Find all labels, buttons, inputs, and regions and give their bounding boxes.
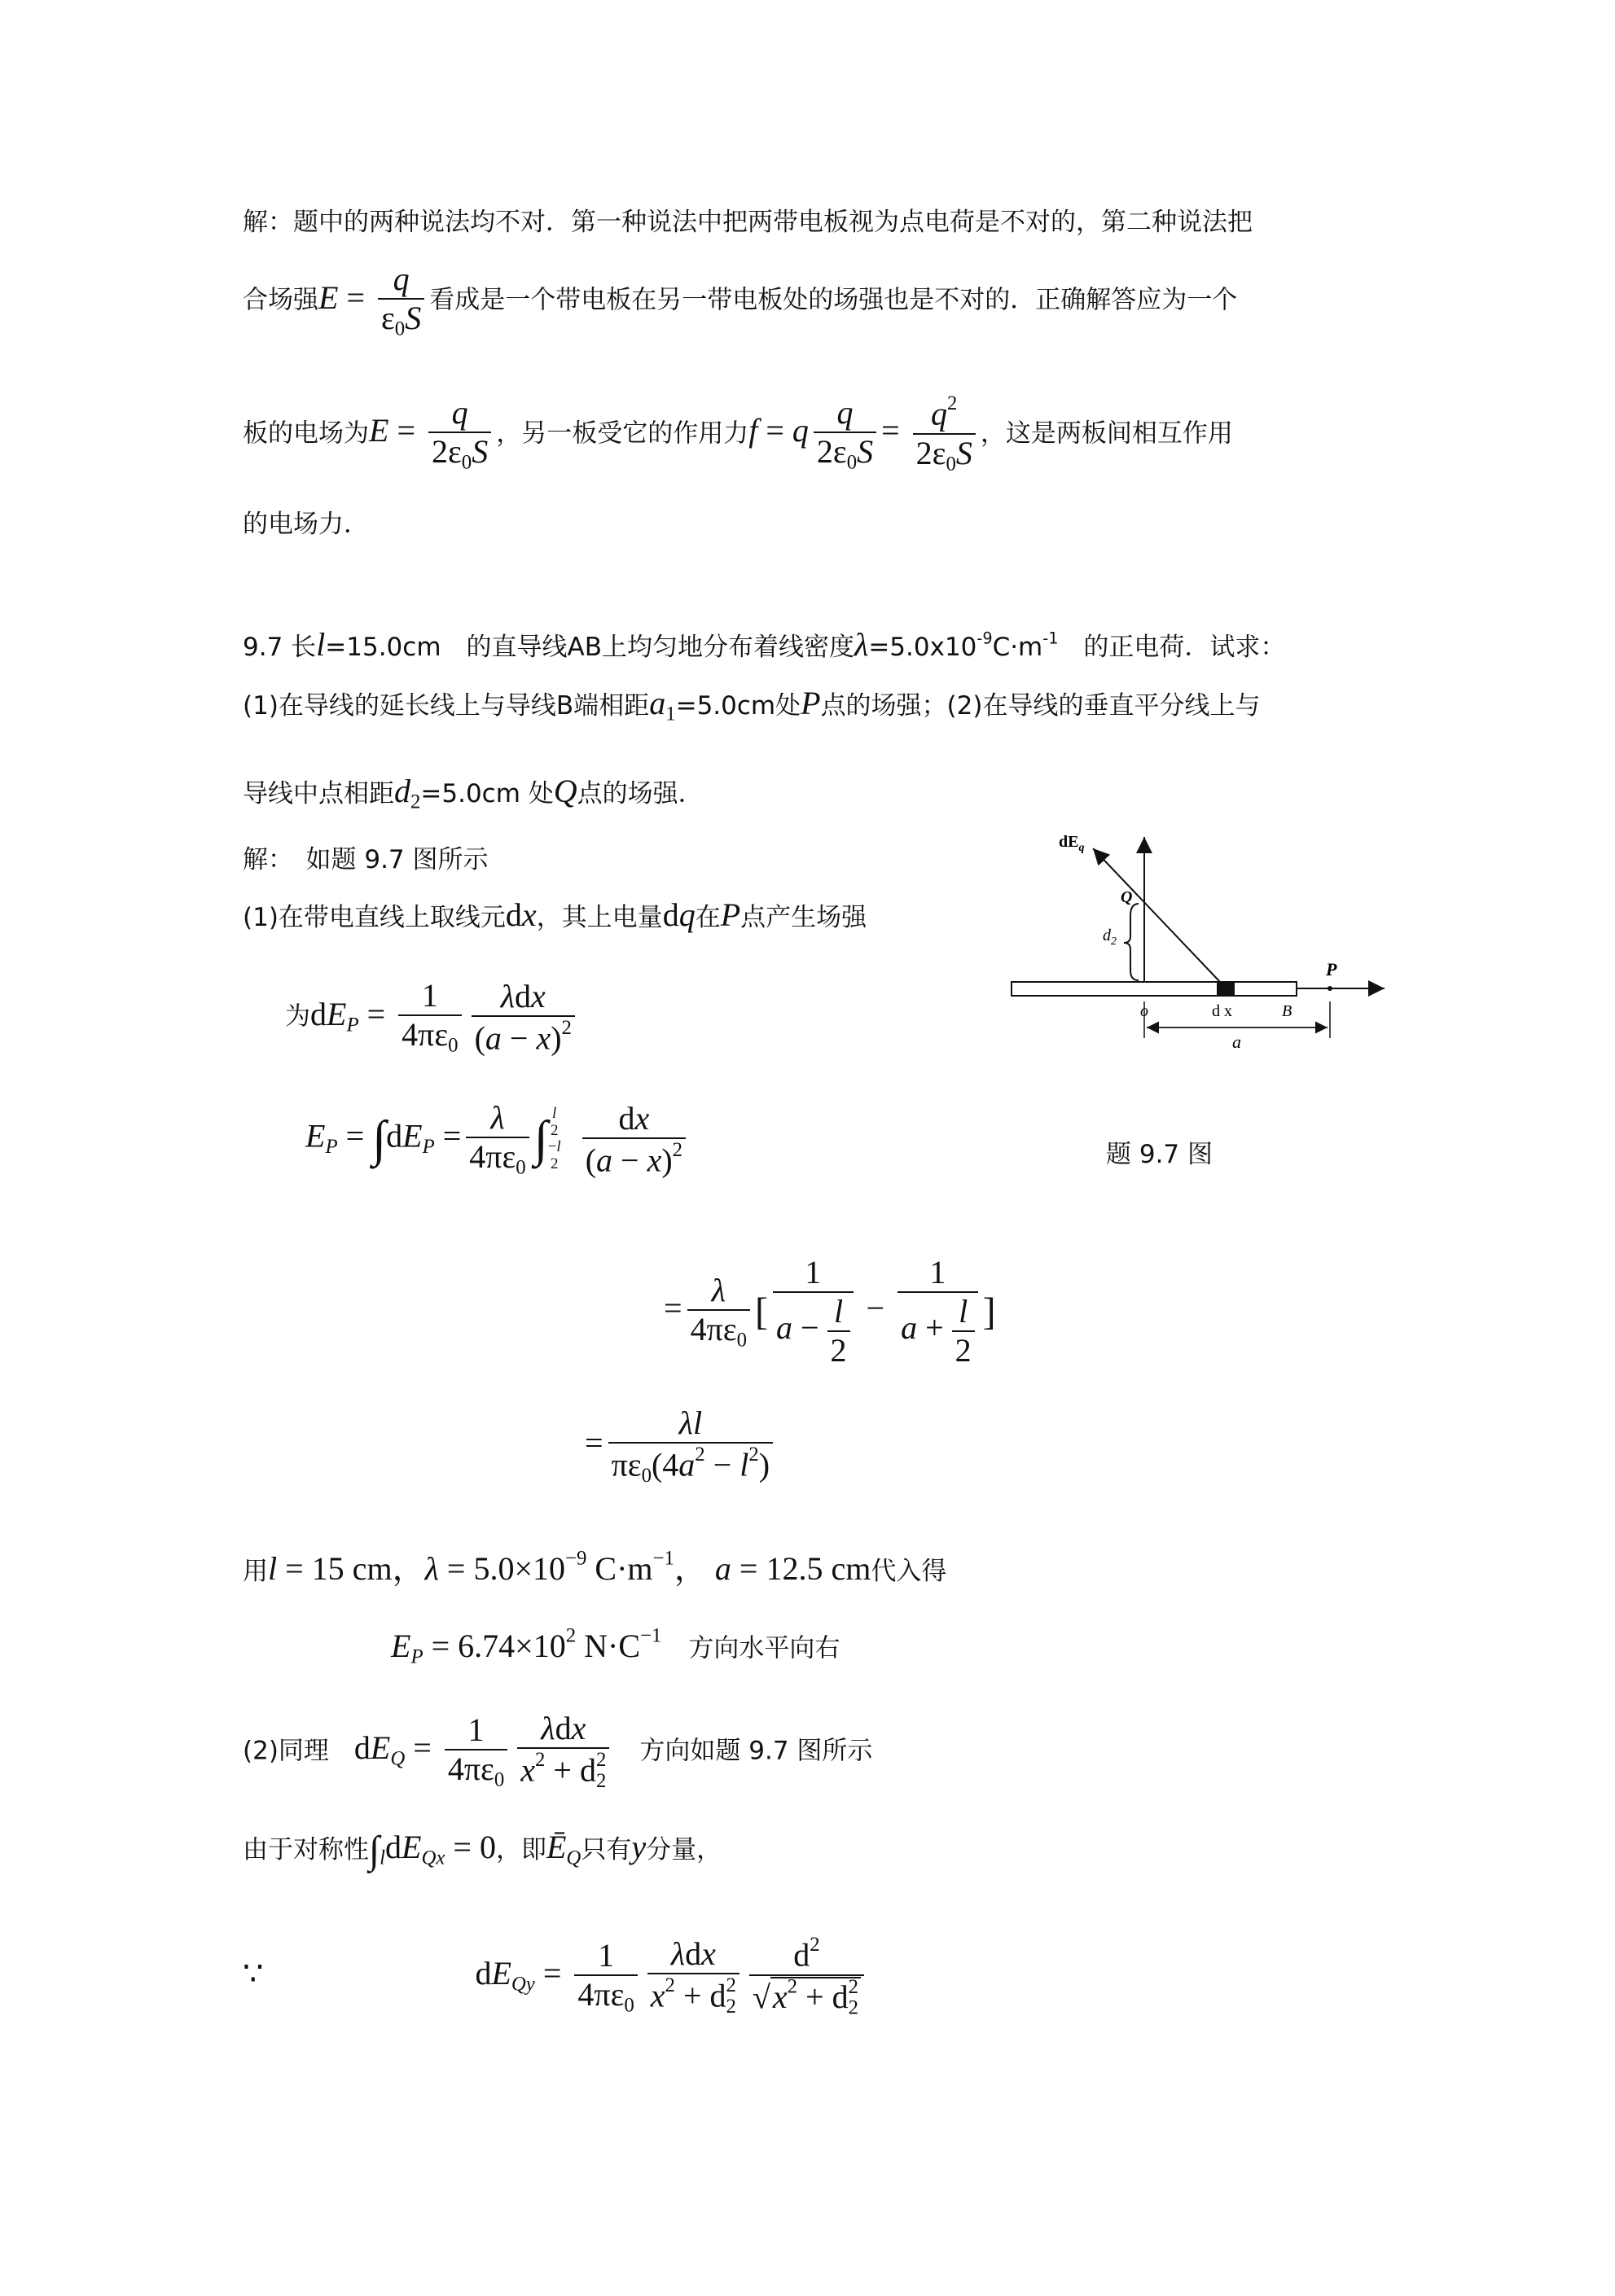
para1-line1: 解：题中的两种说法均不对．第一种说法中把两带电板视为点电荷是不对的，第二种说法把 [243,208,1253,237]
sym-pre: 由于对称性 [243,1835,369,1864]
charged-rod [1012,982,1297,996]
var-Q: Q [553,773,577,809]
problem-l2c: 点的场强；(2)在导线的垂直平分线上与 [820,691,1261,721]
step1-pre: (1)在带电直线上取线元 [243,903,506,932]
eq-Ep-simplified: = $\frac{\lambda l}{\pi\varepsilon_0(4a^2 - l^2)}$ [585,1404,778,1488]
problem-l1d: C·m [992,633,1043,662]
problem-line3 [243,772,704,813]
dx-element [1217,982,1235,996]
solution-intro: 解： 如题 9.7 图所示 [243,845,489,874]
var-a1: $a_1$ [649,685,676,725]
var-P: P [801,685,821,721]
problem-l2b: =5.0cm处 [675,691,801,721]
var-y: y [631,1829,647,1865]
val-ep-exp: 2 [565,1624,577,1646]
para1-line3 [243,392,1233,476]
sub-post: 代入得 [871,1557,947,1586]
val-a: = 12.5 cm [739,1550,871,1587]
step2-dir: 方向如题 9.7 图所示 [639,1736,873,1766]
formula-E-total: E = $\frac{q}{\varepsilon_0S}$ [318,279,429,316]
para1-line4: 的电场力． [243,510,369,539]
vec-EQ: $Ē_Q$ [546,1829,581,1869]
para1-l3-post: ，这是两板间相互作用 [980,418,1233,449]
val-l: = 15 cm [285,1550,393,1587]
step1-post: 点产生场强 [740,903,867,932]
because-symbol: ∵ [243,1955,264,1992]
result-Ep [391,1624,840,1668]
problem-l1a: 9.7 长 [243,633,317,662]
problem-l1b: =15.0cm 的直导线AB上均匀地分布着线密度 [325,633,854,662]
sym-mid: ，即 [495,1835,546,1864]
problem-l3c: 点的场强． [577,779,704,808]
substitute-line [243,1543,946,1589]
formula-sym: $\int_ldE_{Qx} = 0$ [369,1829,496,1873]
dEq-arrow [1093,848,1220,982]
para1-l3-mid: ，另一板受它的作用力 [496,418,749,449]
sym-post: 只有 [581,1835,632,1864]
val-lambda: = 5.0×10 [446,1550,566,1587]
var-P2: P [720,896,741,933]
val-lambda-unit: C·m [595,1550,653,1587]
step1-mid2: 在 [695,903,721,932]
val-lambda-unit-exp: −1 [652,1547,674,1570]
para1-l3-pre: 板的电场为 [243,418,369,449]
formula-dEq: $dE_Q$ = $\frac{1}{4\pi\varepsilon_0}$ $\frac{\text{λdx}}{x^2 + d_2^2}$ [354,1729,614,1766]
formula-dEp: $dE_P$ = $\frac{1}{4\pi\varepsilon_0}$ $\frac{\text{λdx}}{(a - x)^2}$ [310,996,580,1032]
problem-l1c: =5.0x10 [868,633,977,662]
d2-brace [1124,904,1139,980]
figure-caption: 题 9.7 图 [1106,1140,1213,1169]
label-a: a [1232,1032,1241,1052]
solution-step1 [243,896,867,934]
point-P [1328,986,1332,991]
figure-9-7 [1002,814,1409,1058]
eq-dEp [285,977,580,1058]
problem-l3a: 导线中点相距 [243,779,394,808]
val-ep-unit: N·C [584,1627,641,1664]
problem-l3b: =5.0cm 处 [420,779,554,808]
formula-E-plate: E = $\frac{q}{2\varepsilon_0S}$ [369,412,496,449]
step1-mid1: ，其上电量 [536,903,663,932]
para1-l2-post: 看成是一个带电板在另一带电板处的场强也是不对的．正确解答应为一个 [429,285,1238,315]
problem-l1-exp: -9 [976,629,993,648]
var-lambda: λ [854,626,869,663]
result-Ep-formula: $E_P = 6.74\times 10^2$ $N\cdot C^{-1}$ [391,1624,662,1668]
sym-end: 分量， [646,1835,722,1864]
problem-line2 [243,684,1260,725]
para1-l2-pre: 合场强 [243,285,318,315]
symmetry-line [243,1828,722,1873]
sub-pre: 用 [243,1557,268,1586]
problem-line1 [243,625,1285,664]
val-ep: = 6.74×10 [431,1627,566,1664]
val-ep-unit-exp: −1 [640,1624,662,1646]
problem-l1e: 的正电荷．试求： [1058,633,1286,662]
sub-values: l = 15 cm，$\lambda = 5.0\times 10^{-9}$ $C\cdot m^{-1}$， a = 12.5 cm [268,1547,871,1587]
var-dx: dx [505,896,537,933]
eq-Ep-bracket: = $\frac{\lambda}{4\pi\varepsilon_0}$ [ 1 a − $\frac{l}{2}$ − 1 a + $\frac{l}{2}$ ] [664,1254,996,1369]
formula-dEqy: $dE_{Qy}$ = $\frac{1}{4\pi\varepsilon_0}$ $\frac{\text{λdx}}{x^2 + d_2^2}$ $\frac{d^2}{√x^2 + d_2^2}$ [475,1955,869,1991]
val-lambda-exp: −9 [565,1547,587,1570]
because-line [243,1934,869,2020]
step2-label: (2)同理 [243,1736,329,1766]
para1-line2 [243,261,1237,341]
formula-force: f = q $\frac{q}{2\varepsilon_0S}$ = $\frac{q^2}{2\varepsilon_0S}$ [748,412,981,449]
eq-Ep-integral: $E_P = \int dE_P$ = $\frac{\lambda}{4\pi\varepsilon_0}$ ∫ l 2 −l 2 $\frac{dx}{(a - x)^2}$ [305,1099,691,1180]
var-dq: dq [662,896,696,933]
problem-l1-exp2: -1 [1042,629,1059,648]
label-P: P [1326,959,1337,979]
problem-l2a: (1)在导线的延长线上与导线B端相距 [243,691,650,721]
label-Q: Q [1121,888,1133,906]
for-label: 为 [285,1001,310,1032]
var-d2: $d_2$ [394,773,421,813]
label-dx: d x [1212,1002,1232,1020]
result-dir: 方向水平向右 [688,1633,840,1663]
label-dEq: $dE_q$ [1059,833,1085,854]
label-o: o [1140,1002,1148,1020]
step2-line [243,1710,872,1794]
var-l: l [316,626,326,663]
label-d2: $d_2$ [1103,927,1117,948]
label-B: B [1282,1002,1292,1020]
